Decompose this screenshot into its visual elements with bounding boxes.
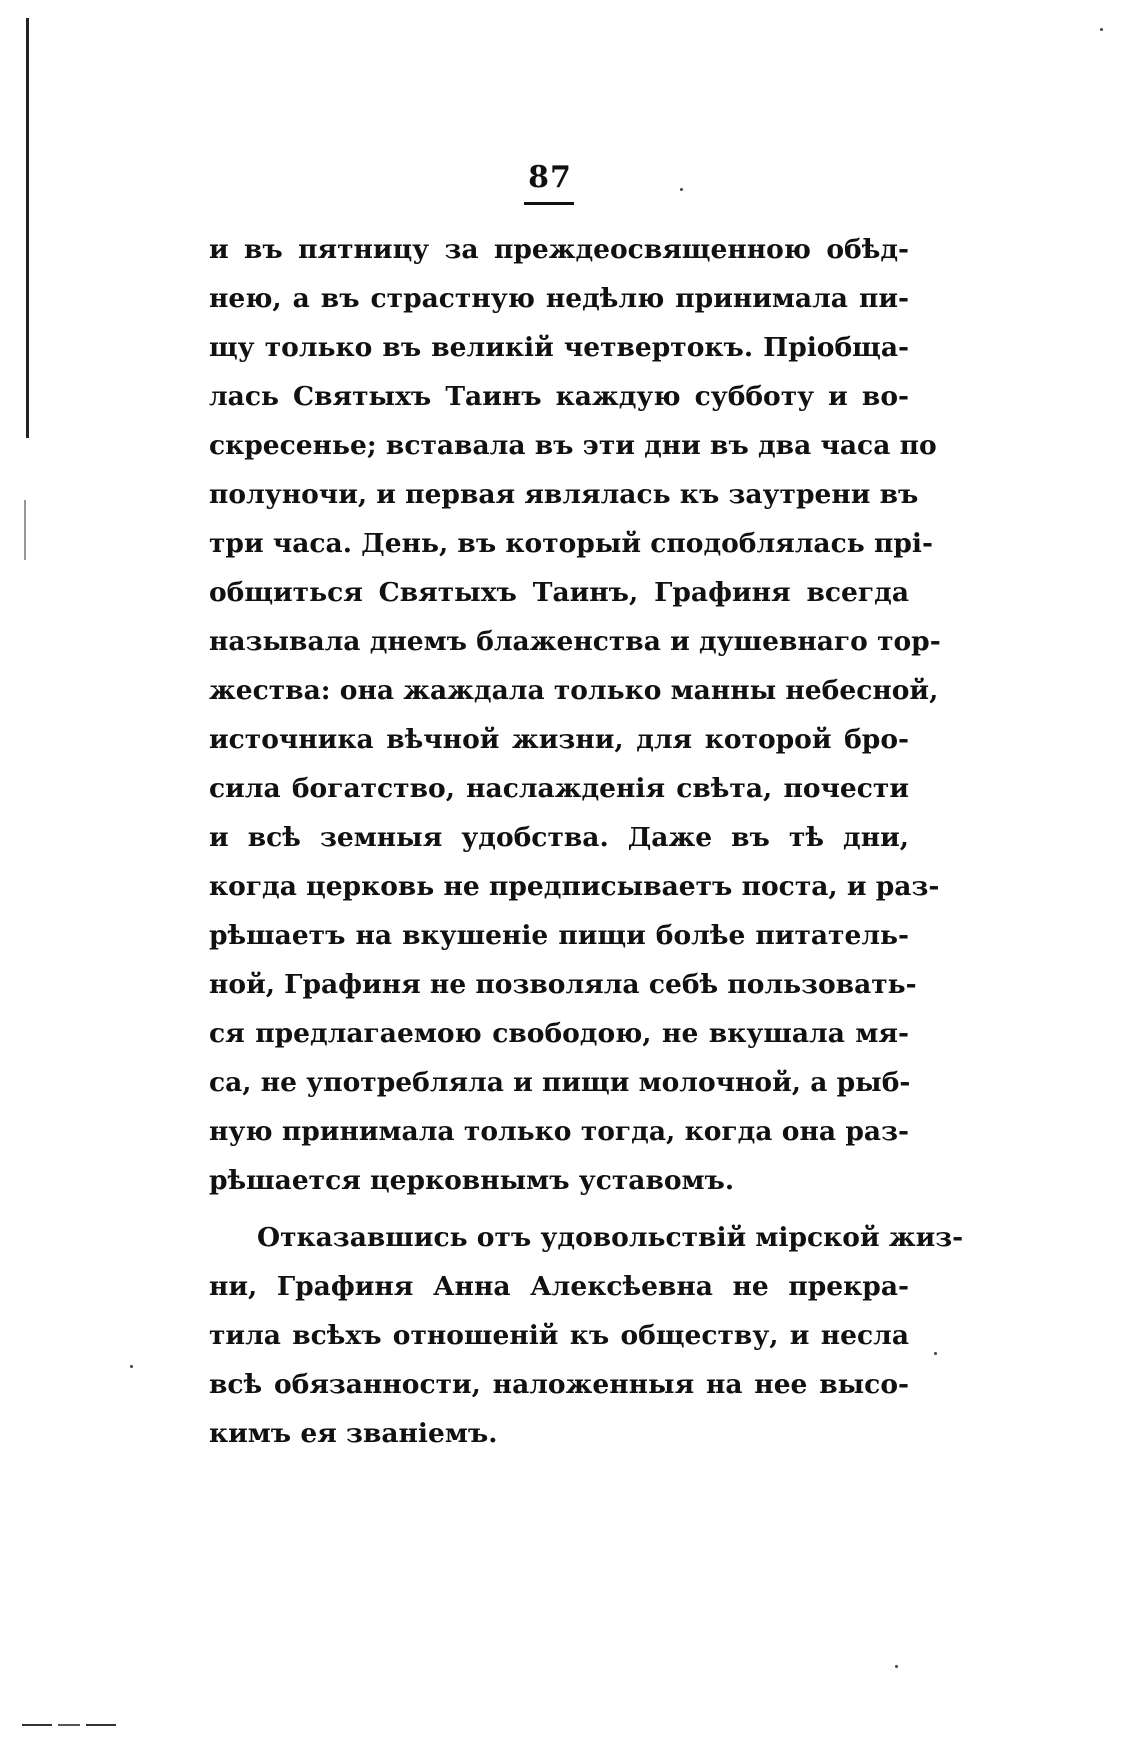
text-line: рѣшаетъ на вкушеніе пищи болѣе питатель- [209,920,909,951]
text-line: называла днемъ блаженства и душевнаго тор- [209,626,941,657]
scan-speck [895,1665,898,1668]
text-line: нею, а въ страстную недѣлю принимала пи- [209,283,909,314]
text-line: общиться Святыхъ Таинъ, Графиня всегда [209,577,909,608]
text-line: полуночи, и первая являлась къ заутрени въ [209,479,919,510]
text-line: и въ пятницу за преждеосвященною обѣд- [209,234,909,265]
text-line: три часа. День, въ который сподоблялась прі- [209,528,933,559]
text-line: скресенье; вставала въ эти дни въ два часа по [209,430,937,461]
text-line: лась Святыхъ Таинъ каждую субботу и во- [209,381,909,412]
text-line: Отказавшись отъ удовольствій мірской жиз- [257,1222,964,1253]
page-number-underline [524,202,574,205]
text-line: когда церковь не предписываетъ поста, и раз- [209,871,940,902]
text-line: сила богатство, наслажденія свѣта, почести [209,773,909,804]
text-line: и всѣ земныя удобства. Даже въ тѣ дни, [209,822,909,853]
text-line: источника вѣчной жизни, для которой бро- [209,724,909,755]
scan-speck [934,1352,937,1355]
scan-speck [130,1365,133,1368]
text-line: ной, Графиня не позволяла себѣ пользовать- [209,969,917,1000]
text-line: кимъ ея званіемъ. [209,1418,498,1449]
text-line: жества: она жаждала только манны небесной, [209,675,939,706]
text-line: щу только въ великій четвертокъ. Пріобща- [209,332,909,363]
text-line: ся предлагаемою свободою, не вкушала мя- [209,1018,909,1049]
scan-edge-mark [24,500,26,560]
text-line: рѣшается церковнымъ уставомъ. [209,1165,735,1196]
text-line: са, не употребляла и пищи молочной, а рыб- [209,1067,911,1098]
scan-speck [1100,28,1103,31]
scan-speck [680,188,683,191]
text-line: ни, Графиня Анна Алексѣевна не прекра- [209,1271,909,1302]
text-line: ную принимала только тогда, когда она раз- [209,1116,909,1147]
scan-edge-line [26,18,29,438]
scan-bottom-mark [22,1724,118,1726]
text-line: тила всѣхъ отношеній къ обществу, и несла [209,1320,909,1351]
page-number: 87 [528,160,572,195]
text-line: всѣ обязанности, наложенныя на нее высо- [209,1369,909,1400]
